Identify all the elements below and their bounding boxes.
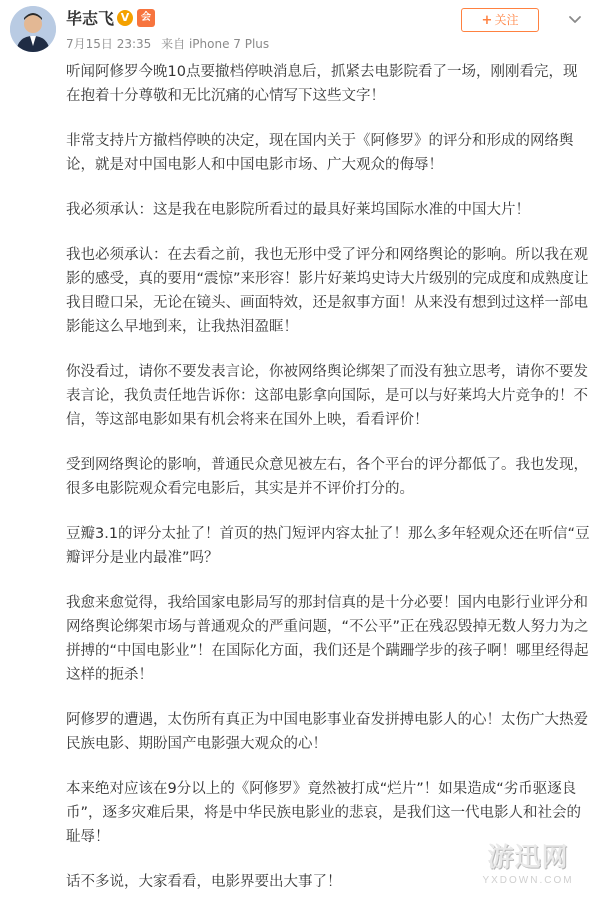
avatar[interactable] xyxy=(10,6,56,52)
watermark-url: YXDOWN.COM xyxy=(482,875,574,886)
post-paragraph: 我必须承认：这是我在电影院所看过的最具好莱坞国际水准的中国大片！ xyxy=(66,202,530,218)
follow-button-label: 关注 xyxy=(494,13,519,27)
post-paragraph: 本来绝对应该在9分以上的《阿修罗》竟然被打成“烂片”！如果造成“劣币驱逐良币”，逐多灾难后果，将是中华民族电影业的悲哀，是我们这一代电影人和社会的耻辱！ xyxy=(66,781,582,845)
avatar-image xyxy=(10,6,56,52)
post-paragraph: 我也必须承认：在去看之前，我也无形中受了评分和网络舆论的影响。所以我在观影的感受，真的要用“震惊”来形容！影片好莱坞史诗大片级别的完成度和成熟度让我目瞪口呆，无论在镜头、画面特效，还是叙事方面！从来没有想到过这样一部电影能这么早地到来，让我热泪盈眶！ xyxy=(66,247,589,335)
verified-v-icon: V xyxy=(117,10,133,26)
post-paragraph: 我愈来愈觉得，我给国家电影局写的那封信真的是十分必要！国内电影行业评分和网络舆论绑架市场与普通观众的严重问题，“不公平”正在残忍毁掉无数人努力为之拼搏的“中国电影业”！在国际化方面，我们还是个蹒跚学步的孩子啊！哪里经得起这样的扼杀！ xyxy=(66,595,589,683)
post-paragraph: 阿修罗的遭遇，太伤所有真正为中国电影事业奋发拼搏电影人的心！太伤广大热爱民族电影、期盼国产电影强大观众的心！ xyxy=(66,712,588,752)
post-paragraph: 听闻阿修罗今晚10点要撤档停映消息后，抓紧去电影院看了一场，刚刚看完，现在抱着十分尊敬和无比沉痛的心情写下这些文字！ xyxy=(66,64,578,104)
member-icon[interactable]: 会 xyxy=(137,9,155,27)
post-paragraph: 你没看过，请你不要发表言论，你被网络舆论绑架了而没有独立思考，请你不要发表言论，我负责任地告诉你：这部电影拿向国际，是可以与好莱坞大片竞争的！不信，等这部电影如果有机会将来在国外上映，看看评价！ xyxy=(66,364,588,428)
post-paragraph: 豆瓣3.1的评分太扯了！首页的热门短评内容太扯了！那么多年轻观众还在听信“豆瓣评分是业内最准”吗？ xyxy=(66,526,590,566)
post-paragraph: 非常支持片方撤档停映的决定，现在国内关于《阿修罗》的评分和形成的网络舆论，就是对中国电影人和中国电影市场、广大观众的侮辱！ xyxy=(66,133,574,173)
post-paragraph: 受到网络舆论的影响，普通民众意见被左右，各个平台的评分都低了。我也发现，很多电影院观众看完电影后，其实是并不评价打分的。 xyxy=(66,457,588,497)
post-paragraph: 话不多说，大家看看，电影界要出大事了！ xyxy=(66,874,342,890)
post-body xyxy=(66,60,590,904)
username[interactable]: 毕志飞 xyxy=(66,9,115,28)
follow-button[interactable] xyxy=(461,8,539,32)
post-source: 来自 iPhone 7 Plus xyxy=(161,37,270,51)
post-header xyxy=(0,0,600,62)
plus-icon: + xyxy=(481,13,493,28)
site-watermark xyxy=(468,842,588,898)
watermark-logo: 游迅网 xyxy=(487,843,569,873)
post-timestamp[interactable]: 7月15日 23:35 xyxy=(66,37,152,51)
post-meta xyxy=(66,36,275,52)
chevron-down-icon[interactable] xyxy=(566,10,584,28)
